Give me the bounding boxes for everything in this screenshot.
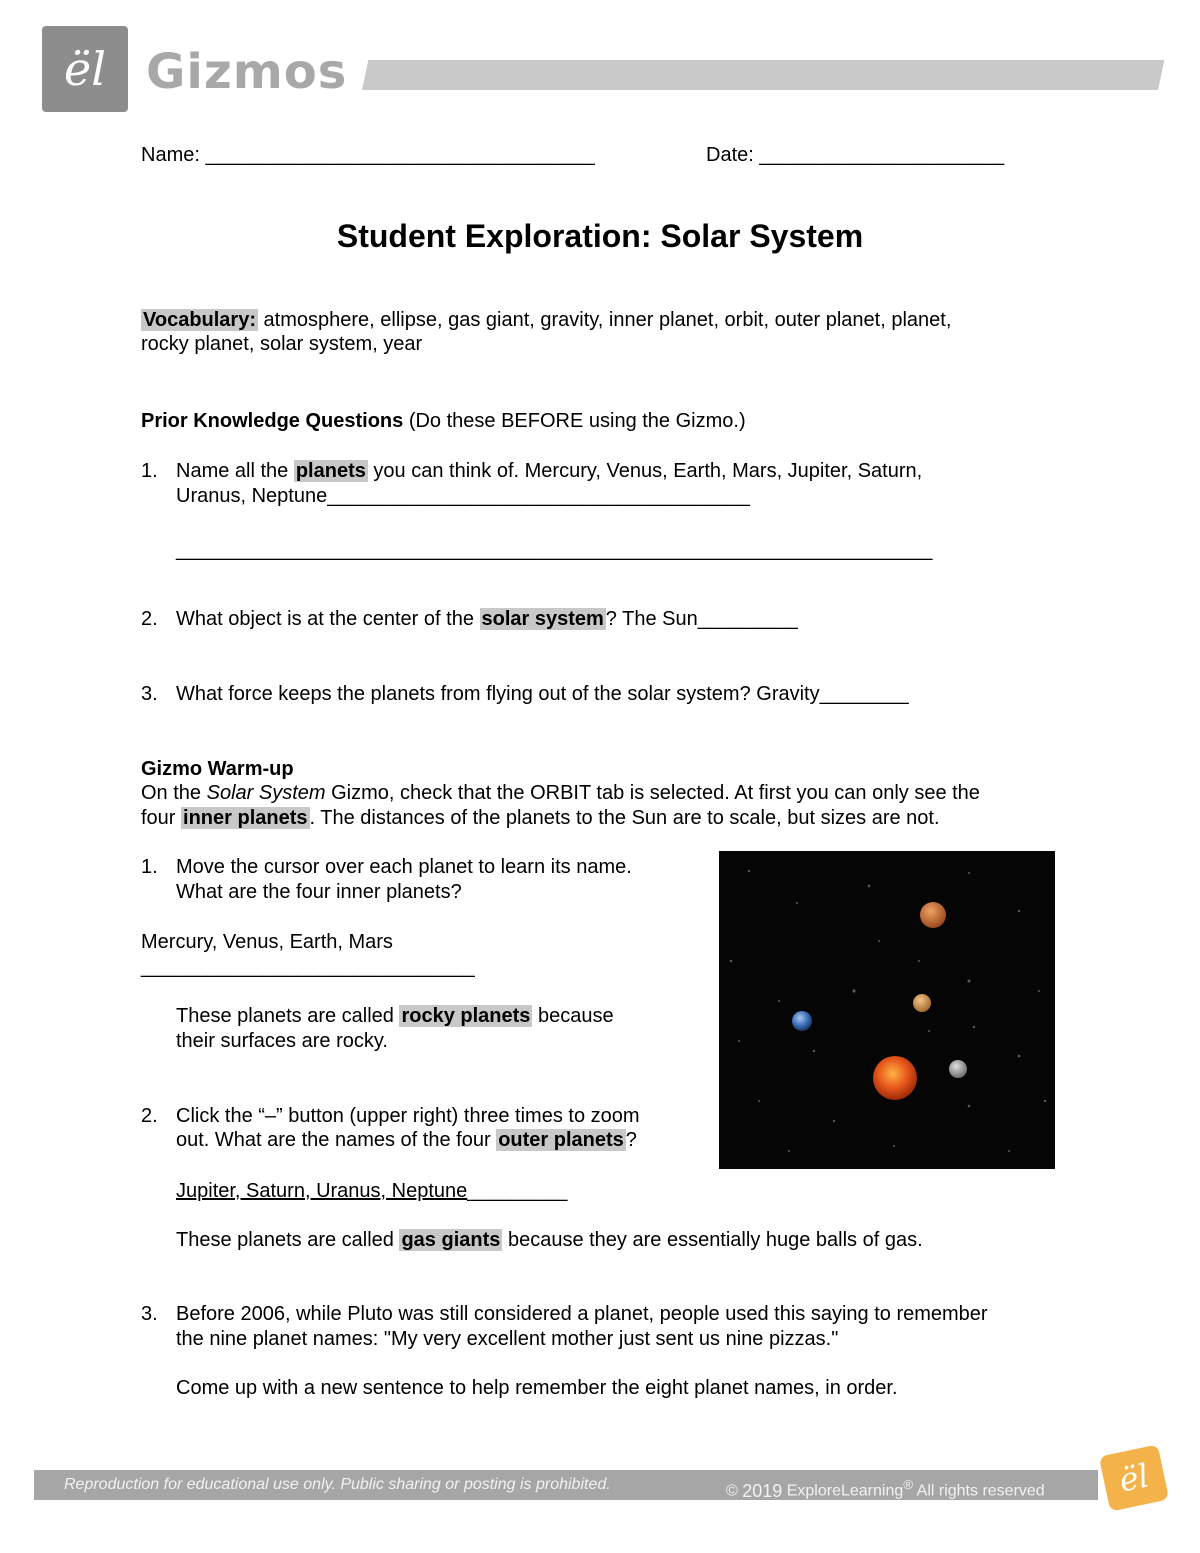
warmup-q3-line-2: the nine planet names: "My very excellent mother just sent us nine pizzas."	[176, 1328, 839, 1350]
warmup-intro2-pre: four	[141, 807, 182, 829]
warmup-intro-line-1	[141, 781, 980, 805]
vocabulary-terms-1: atmosphere, ellipse, gas giant, gravity, inner planet, orbit, outer planet, planet,	[258, 309, 952, 331]
term-solar-system: solar system	[481, 608, 604, 630]
prior-q1-line-2[interactable]: Uranus, Neptune______________________________________	[176, 485, 750, 507]
term-inner-planets: inner planets	[183, 807, 308, 829]
registered-mark: ®	[903, 1477, 914, 1492]
gas-giants-line	[176, 1228, 923, 1252]
warmup-q2-number: 2.	[141, 1105, 158, 1127]
page-title: Student Exploration: Solar System	[336, 218, 864, 254]
date-label: Date:	[706, 144, 760, 166]
warmup-intro-line-2	[141, 806, 940, 830]
solar-system-illustration	[719, 851, 1055, 1169]
rocky-post: because	[532, 1005, 614, 1027]
prior-knowledge-heading	[141, 409, 746, 433]
header-bar	[362, 60, 1164, 90]
solar-system-image	[719, 851, 1055, 1169]
prior-q3-line[interactable]: What force keeps the planets from flying out of the solar system? Gravity________	[176, 683, 909, 705]
term-gas-giants: gas giants	[401, 1229, 501, 1251]
mercury-planet	[949, 1060, 967, 1078]
stars	[730, 870, 1046, 1152]
name-line[interactable]	[141, 143, 595, 167]
footer-copyright	[726, 1474, 1045, 1502]
prior-q1-line-1	[176, 459, 922, 483]
brand-name: Gizmos	[146, 44, 348, 100]
warmup-q1-answer[interactable]: Mercury, Venus, Earth, Mars	[141, 931, 393, 953]
prior-q1-blank-line[interactable]: ____________________________________________________________________	[176, 539, 933, 561]
el-logo-mark: ël	[64, 42, 106, 96]
rocky-planets-line-2: their surfaces are rocky.	[176, 1030, 388, 1052]
warmup-q2-line-2	[176, 1128, 637, 1152]
date-blank[interactable]: ______________________	[759, 144, 1005, 166]
company-name: ExploreLearning	[782, 1482, 904, 1500]
warmup-q1-number: 1.	[141, 856, 158, 878]
warmup-q2-pre: out. What are the names of the four	[176, 1129, 497, 1151]
term-rocky-planets: rocky planets	[401, 1005, 531, 1027]
earth-planet	[792, 1011, 812, 1031]
vocabulary-line-2: rocky planet, solar system, year	[141, 333, 423, 355]
warmup-q1-answer-blank[interactable]: ______________________________	[141, 956, 475, 978]
term-planets: planets	[295, 460, 366, 482]
prior-heading: Prior Knowledge Questions	[141, 410, 404, 432]
term-outer-planets: outer planets	[498, 1129, 624, 1151]
prior-q2-answer[interactable]: ? The Sun_________	[605, 608, 798, 630]
warmup-q3-number: 3.	[141, 1303, 158, 1325]
vocabulary-line-1	[141, 308, 951, 332]
prior-q3-number: 3.	[141, 683, 158, 705]
prior-q1-number: 1.	[141, 460, 158, 482]
prior-q1-answer[interactable]: you can think of. Mercury, Venus, Earth, Mars, Jupiter, Saturn,	[367, 460, 923, 482]
warmup-q2-post: ?	[625, 1129, 637, 1151]
warmup-q3-line-3: Come up with a new sentence to help remember the eight planet names, in order.	[176, 1377, 898, 1399]
warmup-intro2-post: . The distances of the planets to the Sun are to scale, but sizes are not.	[309, 807, 940, 829]
prior-note: (Do these BEFORE using the Gizmo.)	[403, 410, 746, 432]
footer-el-logo-mark: ël	[1115, 1456, 1153, 1500]
footer-notice: Reproduction for educational use only. Public sharing or posting is prohibited.	[64, 1476, 611, 1493]
warmup-q1-line-1: Move the cursor over each planet to learn its name.	[176, 856, 632, 878]
prior-q2-pre: What object is at the center of the	[176, 608, 480, 630]
name-blank[interactable]: ___________________________________	[205, 144, 595, 166]
gizmo-name: Solar System	[206, 782, 326, 804]
gizmos-logo	[42, 26, 128, 112]
vocabulary-label: Vocabulary:	[143, 309, 256, 331]
warmup-q3-line-1: Before 2006, while Pluto was still considered a planet, people used this saying to remember	[176, 1303, 988, 1325]
warmup-heading: Gizmo Warm-up	[141, 758, 294, 780]
warmup-q2-answer-blank[interactable]: _________	[467, 1180, 568, 1202]
venus-planet	[913, 994, 931, 1012]
rocky-pre: These planets are called	[176, 1005, 400, 1027]
warmup-q2-answer[interactable]: Jupiter, Saturn, Uranus, Neptune	[176, 1180, 468, 1202]
copyright-year: 2019	[742, 1481, 783, 1502]
prior-q2-number: 2.	[141, 608, 158, 630]
warmup-intro-pre: On the	[141, 782, 207, 804]
rocky-planets-line-1	[176, 1004, 614, 1028]
rights-text: All rights reserved	[913, 1482, 1045, 1500]
copyright-symbol: ©	[726, 1482, 743, 1500]
warmup-q2-line-1: Click the “–” button (upper right) three times to zoom	[176, 1105, 640, 1127]
date-line[interactable]	[706, 143, 1004, 167]
warmup-intro-post: Gizmo, check that the ORBIT tab is selected. At first you can only see the	[325, 782, 980, 804]
footer-logo	[1099, 1444, 1169, 1511]
gas-pre: These planets are called	[176, 1229, 400, 1251]
mars-planet	[920, 902, 946, 928]
name-label: Name:	[141, 144, 206, 166]
gas-post: because they are essentially huge balls of gas.	[502, 1229, 923, 1251]
warmup-q2-answer-line[interactable]	[176, 1179, 567, 1203]
sun	[873, 1056, 917, 1100]
warmup-q1-line-2: What are the four inner planets?	[176, 881, 462, 903]
prior-q2-line	[176, 607, 798, 631]
prior-q1-pre: Name all the	[176, 460, 294, 482]
